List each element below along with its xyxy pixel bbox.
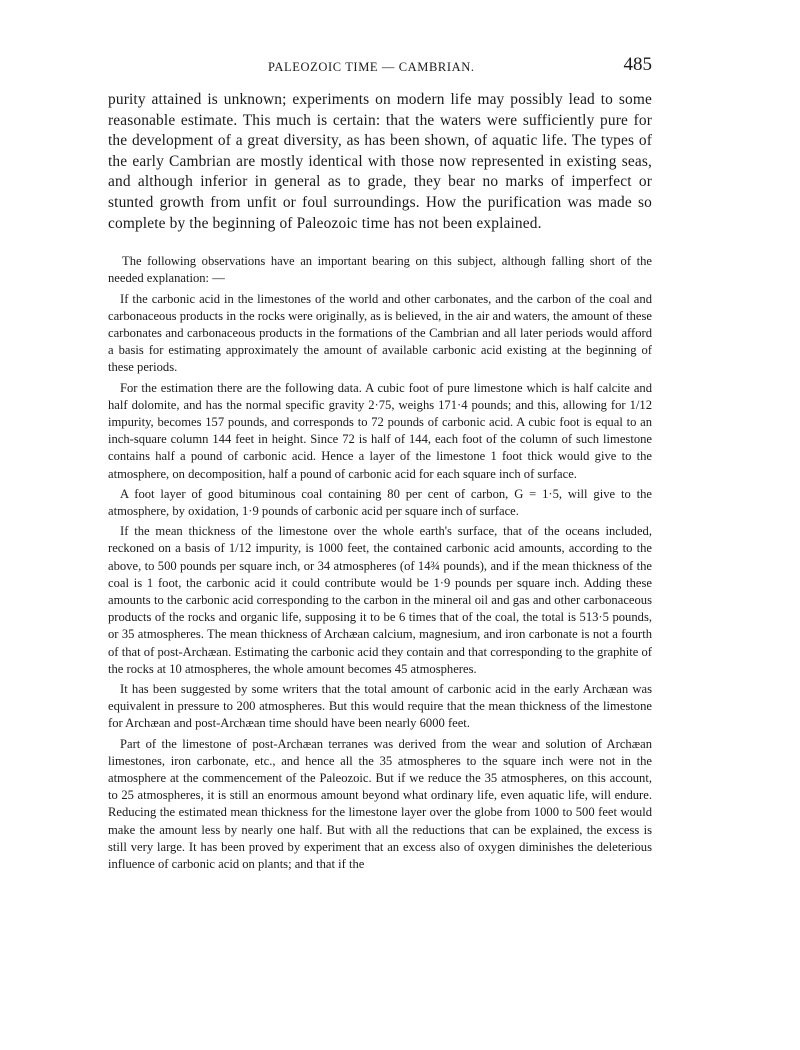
note-paragraph: It has been suggested by some writers that the total amount of carbonic acid in the early Archæan was equivalent in pressure to 200 atmospheres. But this would require that the mean thickness of the limestone for Archæan and post-Archæan time should have been nearly 6000 feet.: [108, 682, 652, 731]
note-paragraph: A foot layer of good bituminous coal containing 80 per cent of carbon, G = 1·5, will give to the atmosphere, by oxidation, 1·9 pounds of carbonic acid per square inch of surface.: [108, 486, 652, 518]
main-paragraph: purity attained is unknown; experiments on modern life may possibly lead to some reasonable estimate. This much is certain: that the waters were sufficiently pure for the development of a great diversity, as has been shown, of aquatic life. The types of the early Cambrian are mostly identical with those now represented in existing seas, and although inferior in general as to grade, they bear no marks of imperfect or stunted growth from unfit or foul surroundings. How the purification was made so complete by the beginning of Paleozoic time has not been explained.: [108, 91, 652, 232]
note-paragraph: Part of the limestone of post-Archæan terranes was derived from the wear and solution of Archæan limestones, iron carbonate, etc., and hence all the 35 atmospheres to the square inch were not in the atmosphere at the commencement of the Paleozoic. But if we reduce the 35 atmospheres, on this account, to 25 atmospheres, it is still an enormous amount beyond what ordinary life, even aquatic life, will endure. Reducing the estimated mean thickness for the limestone layer over the globe from 1000 to 500 feet would make the amount less by nearly one half. But with all the reductions that can be explained, the excess is still very large. It has been proved by experiment that an excess also of oxygen diminishes the deleterious influence of carbonic acid on plants; and that if the: [108, 736, 652, 872]
note-paragraph: For the estimation there are the following data. A cubic foot of pure limestone which is half calcite and half dolomite, and has the normal specific gravity 2·75, weighs 171·4 pounds; and this, allowing for 1/12 impurity, becomes 157 pounds, and corresponds to 72 pounds of carbonic acid. A cubic foot is equal to an inch-square column 144 feet in height. Since 72 is half of 144, each foot of the column of such limestone contains half a pound of carbonic acid. Hence a layer of the limestone 1 foot thick would give to the atmosphere, on decomposition, half a pound of carbonic acid for each square inch of surface.: [108, 380, 652, 481]
book-page: [108, 54, 652, 873]
note-section: [108, 253, 652, 873]
note-paragraph: If the mean thickness of the limestone over the whole earth's surface, that of the oceans included, reckoned on a basis of 1/12 impurity, is 1000 feet, the contained carbonic acid amounts, according to the above, to 500 pounds per square inch, or 34 atmospheres (of 14¾ pounds), and if the mean thickness of the coal is 1 foot, the carbonic acid it could contribute would be 1·9 pounds per square inch. Adding these amounts to the carbonic acid corresponding to the carbon in the mineral oil and gas and other carbonaceous products of the rocks and organic life, supposing it to be 6 times that of the coal, the total is 513·5 pounds, or 35 atmospheres. The mean thickness of Archæan calcium, magnesium, and iron carbonate is not a fourth of that of post-Archæan. Estimating the carbonic acid they contain and that corresponding to the graphite of the rocks at 10 atmospheres, the whole amount becomes 45 atmospheres.: [108, 524, 652, 676]
running-title: PALEOZOIC TIME — CAMBRIAN.: [268, 60, 475, 74]
page-number: 485: [623, 54, 652, 75]
running-head: [108, 54, 652, 80]
note-intro-paragraph: The following observations have an important bearing on this subject, although falling short of the needed explanation: —: [108, 254, 652, 286]
note-paragraph: If the carbonic acid in the limestones of the world and other carbonates, and the carbon of the coal and carbonaceous products in the rocks were originally, as is believed, in the air and waters, the amount of these carbonates and carbonaceous products in the formations of the Cambrian and all later periods would afford a basis for estimating approximately the amount of available carbonic acid existing at the beginning of these periods.: [108, 291, 652, 375]
